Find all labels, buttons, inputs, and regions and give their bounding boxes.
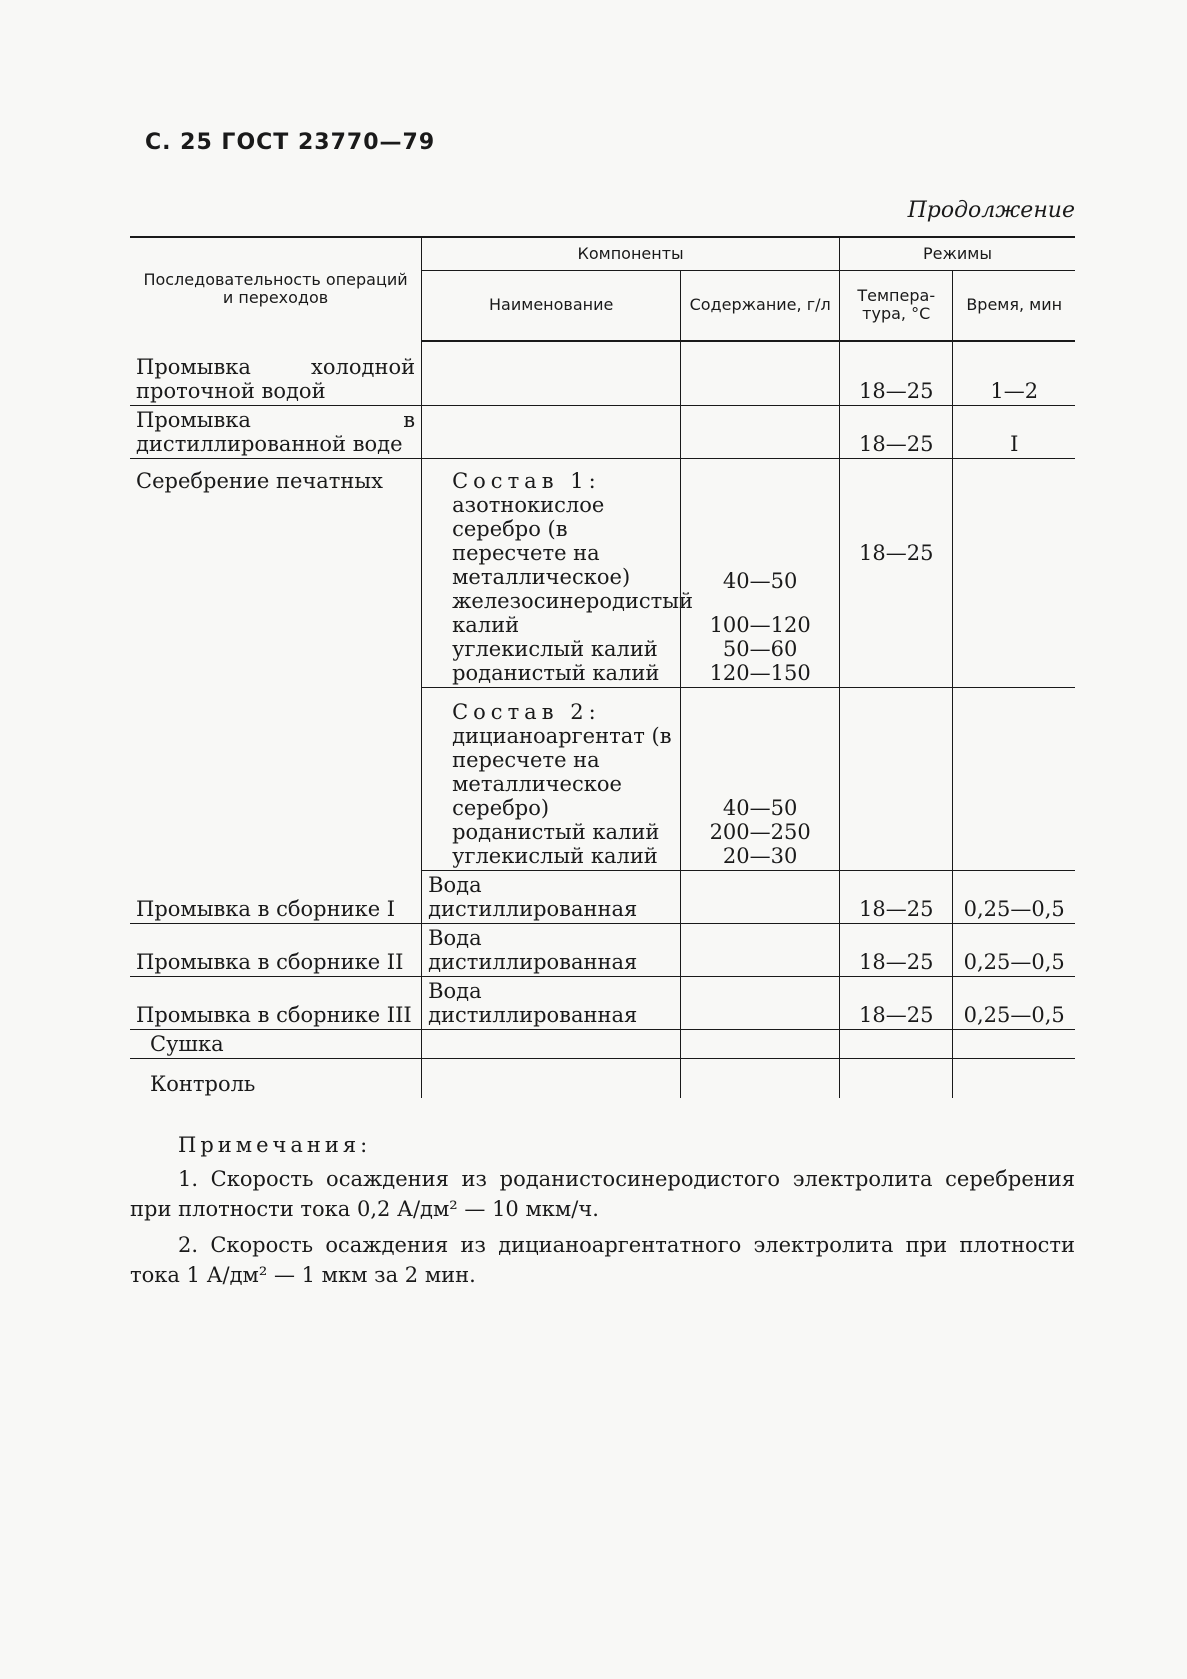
operation-cell: Промывка в сборнике I: [130, 870, 422, 923]
operation-cell: Промывка холодной проточной водой: [130, 341, 422, 406]
composition-1: [422, 458, 693, 687]
time-cell: I: [953, 405, 1075, 458]
table-row: [130, 341, 1075, 406]
header-time: Время, мин: [953, 271, 1075, 341]
content-value: 100—120: [709, 612, 811, 637]
time-cell: 0,25—0,5: [953, 923, 1075, 976]
content-cell: [681, 923, 840, 976]
note-1: 1. Скорость осаждения из роданистосинеродистого электролита серебрения при плотности тока 0,2 А/дм² — 10 мкм/ч.: [130, 1167, 1075, 1221]
component-name-cell: Вода дистиллированная: [422, 976, 681, 1029]
temperature-cell: 18—25: [840, 976, 953, 1029]
table-row: [130, 1029, 1075, 1058]
composition-title: Состав 2:: [452, 699, 601, 724]
notes-title: Примечания:: [178, 1133, 372, 1157]
content-value: 50—60: [722, 636, 798, 661]
operation-cell: Промывка в дистиллированной воде: [130, 405, 422, 458]
time-cell: [953, 1029, 1075, 1058]
time-cell: [953, 458, 1075, 687]
content-value: 120—150: [709, 660, 811, 685]
content-cell: [681, 405, 840, 458]
operation-cell: Промывка в сборнике III: [130, 976, 422, 1029]
component-line: углекислый калий: [452, 843, 658, 868]
composition-title: Состав 1:: [452, 468, 601, 493]
table-row: [130, 923, 1075, 976]
temperature-cell: 18—25: [840, 405, 953, 458]
content-cell: [681, 458, 840, 687]
component-line: роданистый калий: [452, 660, 660, 685]
component-line: углекислый калий: [452, 636, 658, 661]
component-line: дицианоаргентат (в пересчете на металлическое серебро): [452, 723, 672, 820]
temperature-cell: 18—25: [840, 458, 953, 687]
time-cell: 0,25—0,5: [953, 976, 1075, 1029]
table-row: [130, 870, 1075, 923]
table-row: [130, 1058, 1075, 1098]
header-name: Наименование: [422, 271, 681, 341]
content-value: 20—30: [722, 843, 798, 868]
operation-cell: Сушка: [130, 1029, 422, 1058]
content-cell: [681, 1058, 840, 1098]
table-row: [130, 405, 1075, 458]
operation-cell: Контроль: [150, 1072, 256, 1096]
content-value: 40—50: [722, 568, 798, 593]
composition-2: [422, 687, 681, 870]
component-name-cell: [422, 1058, 681, 1098]
content-value: 40—50: [722, 795, 798, 820]
content-value: 200—250: [709, 819, 811, 844]
component-name-cell: [422, 405, 681, 458]
page-header: С. 25 ГОСТ 23770—79: [145, 130, 436, 155]
time-cell: [953, 1058, 1075, 1098]
temperature-cell: 18—25: [840, 923, 953, 976]
content-cell: [681, 976, 840, 1029]
temperature-cell: [840, 1058, 953, 1098]
component-name-cell: [422, 341, 681, 406]
temperature-cell: [840, 687, 953, 870]
component-line: роданистый калий: [452, 819, 660, 844]
continuation-label: Продолжение: [907, 198, 1075, 223]
process-table: [130, 236, 1075, 1098]
header-components: Компоненты: [422, 237, 840, 271]
time-cell: 0,25—0,5: [953, 870, 1075, 923]
header-modes: Режимы: [840, 237, 1075, 271]
component-line: железосинеродистый калий: [452, 588, 693, 637]
operation-cell: Промывка в сборнике II: [130, 923, 422, 976]
temperature-cell: 18—25: [840, 870, 953, 923]
temperature-cell: 18—25: [840, 341, 953, 406]
time-cell: 1—2: [953, 341, 1075, 406]
header-operations: Последовательность операций и переходов: [130, 237, 422, 341]
component-name-cell: Вода дистиллированная: [422, 923, 681, 976]
header-temperature: Темпера-тура, °С: [840, 271, 953, 341]
table-row: [130, 458, 1075, 687]
content-cell: [681, 687, 840, 870]
component-name-cell: [422, 1029, 681, 1058]
header-content: Содержание, г/л: [681, 271, 840, 341]
table-row: [130, 976, 1075, 1029]
component-name-cell: Вода дистиллированная: [422, 870, 681, 923]
component-line: азотнокислое серебро (в пересчете на металлическое): [452, 492, 631, 589]
content-cell: [681, 1029, 840, 1058]
operation-cell: Серебрение печатных: [136, 468, 383, 493]
temperature-cell: [840, 1029, 953, 1058]
note-2: 2. Скорость осаждения из дицианоаргентатного электролита при плотности тока 1 А/дм² — 1 мкм за 2 мин.: [130, 1233, 1075, 1287]
notes-section: [130, 1130, 1075, 1296]
content-cell: [681, 341, 840, 406]
content-cell: [681, 870, 840, 923]
time-cell: [953, 687, 1075, 870]
